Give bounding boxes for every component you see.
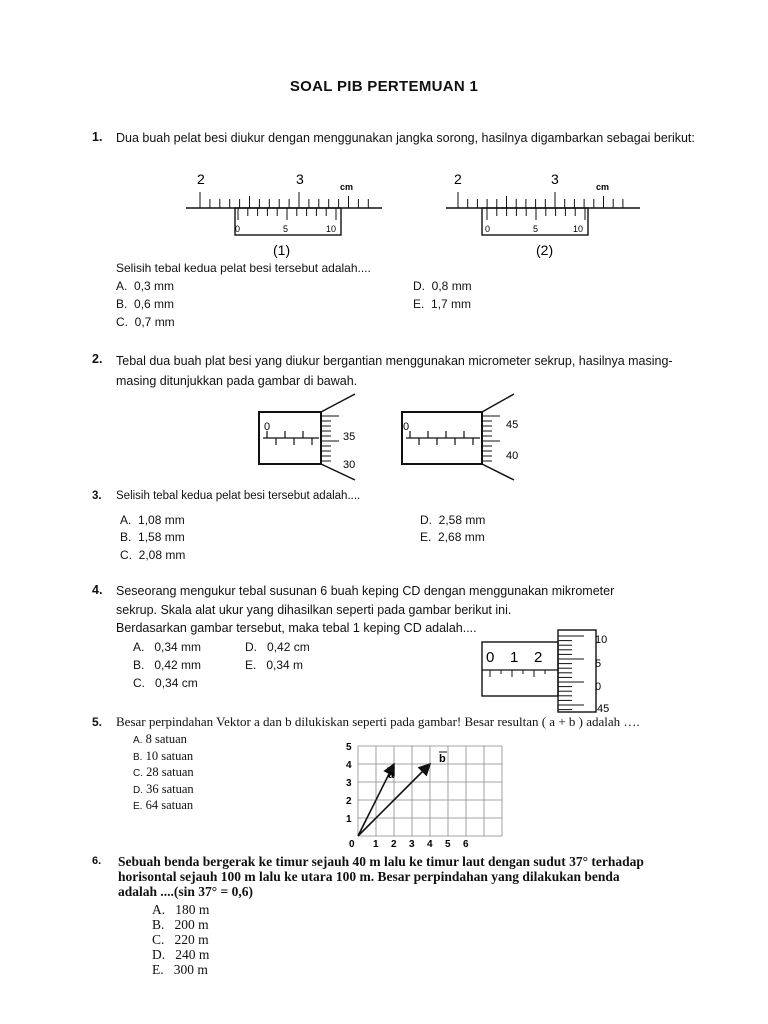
micro1-scale-30: 30 <box>343 459 356 471</box>
micrometer-figure-cd <box>476 626 636 716</box>
q1-text: Dua buah pelat besi diukur dengan menggunakan jangka sorong, hasilnya digambarkan sebagai berikut: <box>116 131 695 145</box>
vernier-caliper-figure-1 <box>180 168 390 260</box>
caliper1-caption: (1) <box>273 242 291 258</box>
micro3-scale-0: 0 <box>595 681 602 693</box>
q1-option-c: C. 0,7 mm <box>116 315 175 329</box>
x-tick-label: 6 <box>463 839 469 850</box>
micrometer-figure-1 <box>255 390 385 482</box>
caliper1-vernier-5: 5 <box>283 224 289 234</box>
q4-text-line3: Berdasarkan gambar tersebut, maka tebal 1 keping CD adalah.... <box>116 621 477 635</box>
q6-text-line2: horisontal sejauh 100 m lalu ke utara 100 m. Besar perpindahan yang dilakukan benda <box>118 869 620 884</box>
q6-text-line1: Sebuah benda bergerak ke timur sejauh 40 m lalu ke timur laut dengan sudut 37° terhadap <box>118 854 644 869</box>
q3-option-a: A. 1,08 mm <box>120 513 185 527</box>
micro3-scale-45: 45 <box>597 703 610 715</box>
q1-option-b: B. 0,6 mm <box>116 297 175 311</box>
q6-text-line3: adalah ....(sin 37° = 0,6) <box>118 884 253 899</box>
q1-number: 1. <box>92 130 103 144</box>
micro1-zero: 0 <box>264 421 271 433</box>
q4-text-line2: sekrup. Skala alat ukur yang dihasilkan seperti pada gambar berikut ini. <box>116 603 512 617</box>
q4-number: 4. <box>92 583 103 597</box>
q1-question: Selisih tebal kedua pelat besi tersebut adalah.... <box>116 261 371 275</box>
q3-option-e: E. 2,68 mm <box>420 530 485 544</box>
q3-number: 3. <box>92 490 102 502</box>
y-tick-label: 2 <box>346 796 352 807</box>
q2-text: Tebal dua buah plat besi yang diukur bergantian menggunakan micrometer sekrup, hasilnya masing-masing ditunjukkan pada gambar di bawah. <box>116 354 673 388</box>
vector-graph <box>336 740 511 852</box>
q5-option-c: C. 28 satuan <box>133 765 194 779</box>
caliper1-main-2: 2 <box>197 171 205 187</box>
q1-option-d: D. 0,8 mm <box>413 279 472 293</box>
q4-option-b: B. 0,42 mm <box>133 658 202 672</box>
caliper2-vernier-0: 0 <box>485 224 491 234</box>
micrometer-figure-2 <box>398 390 533 482</box>
q4-option-a: A. 0,34 mm <box>133 640 202 654</box>
vector-a-label: a <box>388 769 395 781</box>
q3-option-d: D. 2,58 mm <box>420 513 486 527</box>
micro3-scale-10: 10 <box>595 634 608 646</box>
micro1-scale-35: 35 <box>343 431 356 443</box>
micro2-scale-45: 45 <box>506 419 519 431</box>
q4-option-c: C. 0,34 cm <box>133 676 198 690</box>
q4-text-line1: Seseorang mengukur tebal susunan 6 buah keping CD dengan menggunakan mikrometer <box>116 584 615 598</box>
y-tick-label: 4 <box>346 760 352 771</box>
y-tick-label: 3 <box>346 778 352 789</box>
micro3-sleeve-0: 0 <box>486 649 495 666</box>
caliper2-caption: (2) <box>536 242 554 258</box>
page-title: SOAL PIB PERTEMUAN 1 <box>289 78 479 95</box>
x-tick-label: 0 <box>349 839 355 850</box>
q3-text: Selisih tebal kedua pelat besi tersebut adalah.... <box>116 490 361 502</box>
micro3-scale-5: 5 <box>595 658 602 670</box>
q4-option-e: E. 0,34 m <box>245 658 304 672</box>
q6-text <box>118 854 644 899</box>
caliper2-unit: cm <box>596 182 610 192</box>
q5-options <box>133 732 194 815</box>
q5-option-a: A. 8 satuan <box>133 732 187 746</box>
y-tick-label: 5 <box>346 742 352 753</box>
caliper2-main-3: 3 <box>551 171 559 187</box>
x-tick-label: 4 <box>427 839 433 850</box>
vector-b-label: b <box>439 753 446 765</box>
y-tick-label: 1 <box>346 814 352 825</box>
caliper1-vernier-0: 0 <box>235 224 241 234</box>
x-tick-label: 1 <box>373 839 379 850</box>
micro3-sleeve-1: 1 <box>510 649 519 666</box>
q4-option-d: D. 0,42 cm <box>245 640 310 654</box>
q6-option-a: A. 180 m <box>152 902 210 917</box>
q5-text: Besar perpindahan Vektor a dan b dilukiskan seperti pada gambar! Besar resultan ( a + b ) adalah …. <box>116 714 640 729</box>
micro3-sleeve-2: 2 <box>534 649 543 666</box>
q2-number: 2. <box>92 352 103 366</box>
q6-option-e: E. 300 m <box>152 962 208 977</box>
q3-option-b: B. 1,58 mm <box>120 530 185 544</box>
caliper1-vernier-10: 10 <box>326 224 337 234</box>
x-tick-label: 3 <box>409 839 415 850</box>
q1-option-a: A. 0,3 mm <box>116 279 175 293</box>
q5-option-b: B. 10 satuan <box>133 748 194 763</box>
micro2-zero: 0 <box>403 421 410 433</box>
vernier-caliper-figure-2 <box>440 168 650 260</box>
q6-option-c: C. 220 m <box>152 932 209 947</box>
q3-option-c: C. 2,08 mm <box>120 548 186 562</box>
caliper1-main-3: 3 <box>296 171 304 187</box>
x-tick-label: 2 <box>391 839 397 850</box>
q5-option-d: D. 36 satuan <box>133 781 194 796</box>
q5-number: 5. <box>92 715 103 729</box>
caliper1-unit: cm <box>340 182 354 192</box>
q6-option-d: D. 240 m <box>152 947 210 962</box>
caliper2-vernier-5: 5 <box>533 224 539 234</box>
q1-option-e: E. 1,7 mm <box>413 297 472 311</box>
q6-number: 6. <box>92 855 102 867</box>
q6-option-b: B. 200 m <box>152 917 209 932</box>
caliper2-vernier-10: 10 <box>573 224 584 234</box>
micro2-scale-40: 40 <box>506 450 519 462</box>
caliper2-main-2: 2 <box>454 171 462 187</box>
x-tick-label: 5 <box>445 839 451 850</box>
q6-options <box>152 902 209 977</box>
q5-option-e: E. 64 satuan <box>133 798 194 812</box>
